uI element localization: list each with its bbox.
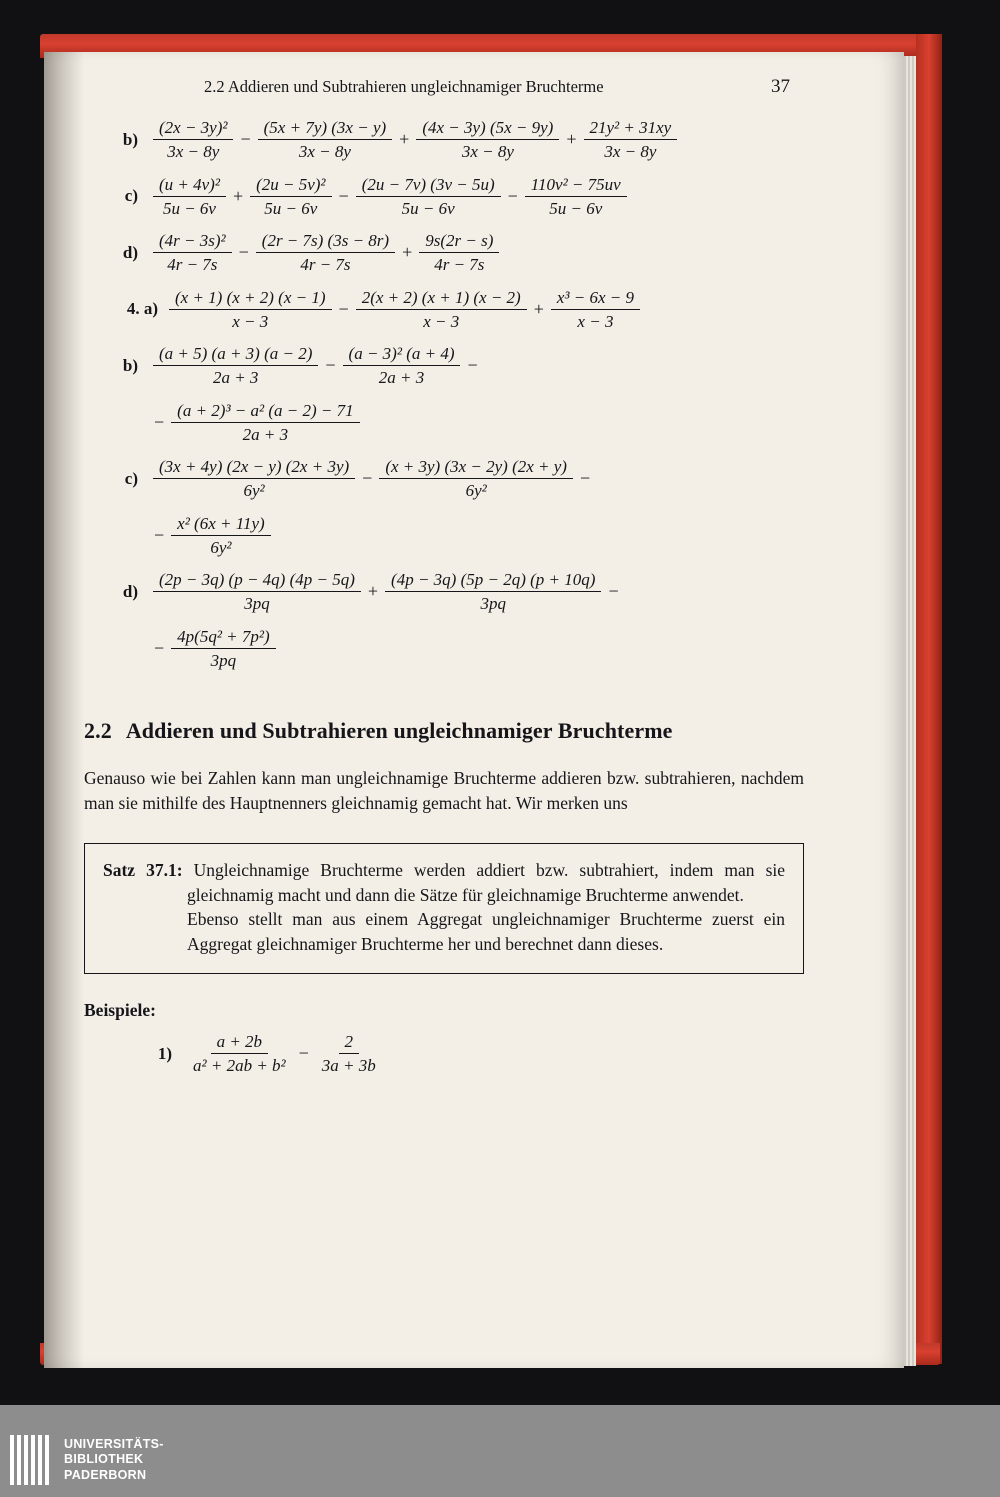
theorem-text-1: Ungleichnamige Bruchterme werden addiert bzw. subtrahiert, indem man sie gleichnamig macht und dann die Sätze für gleichnamige Bruchterme anwendet. — [187, 859, 786, 905]
fraction-denominator: 3pq — [210, 650, 237, 670]
fraction-numerator: 4p(5q² + 7p²) — [171, 625, 276, 649]
exercise-row-fraction — [525, 173, 627, 221]
fraction-numerator: (2x − 3y)² — [153, 116, 233, 140]
fraction-denominator: 4r − 7s — [167, 255, 218, 275]
fraction-numerator: (a + 5) (a + 3) (a − 2) — [153, 342, 318, 366]
exercise-row — [84, 116, 804, 164]
exercise-row-fraction — [153, 116, 233, 164]
fraction-denominator: 5u − 6v — [264, 198, 318, 218]
library-line-3: PADERBORN — [64, 1467, 147, 1482]
page-number: 37 — [771, 76, 790, 97]
fraction-numerator: (x + 3y) (3x − 2y) (2x + y) — [379, 455, 573, 479]
fraction-denominator: 3x − 8y — [461, 142, 514, 162]
exercise-row-fraction — [343, 342, 461, 390]
exercise-row — [84, 286, 804, 334]
running-head — [84, 76, 804, 98]
example-row-fraction — [187, 1030, 292, 1078]
exercise-row — [84, 173, 804, 221]
theorem-box — [84, 843, 804, 974]
examples-heading: Beispiele: — [84, 1000, 156, 1021]
exercise-row-trailing-operator: − — [579, 468, 591, 489]
example-list — [84, 1030, 804, 1078]
library-line-1: UNIVERSITÄTS- — [64, 1436, 164, 1451]
fraction-numerator: (5x + 7y) (3x − y) — [258, 116, 393, 140]
fraction-numerator: x³ − 6x − 9 — [551, 286, 640, 310]
library-stamp-text — [64, 1437, 164, 1484]
fraction-denominator: 6y² — [465, 481, 487, 501]
exercise-list — [84, 116, 804, 672]
exercise-row — [84, 342, 804, 390]
running-head-title: 2.2 Addieren und Subtrahieren ungleichnamiger Bruchterme — [204, 77, 604, 96]
exercise-row-fraction — [419, 229, 499, 277]
fraction-denominator: a² + 2ab + b² — [193, 1056, 286, 1076]
exercise-row-operator: − — [154, 637, 165, 658]
example-row-operator: − — [298, 1043, 309, 1064]
fraction-denominator: x − 3 — [577, 311, 614, 331]
fraction-denominator: 2a + 3 — [242, 424, 289, 444]
fraction-denominator: 5u − 6v — [401, 198, 455, 218]
fraction-numerator: (3x + 4y) (2x − y) (2x + 3y) — [153, 455, 355, 479]
library-line-2: BIBLIOTHEK — [64, 1452, 144, 1467]
fraction-denominator: 5u − 6v — [549, 198, 603, 218]
fraction-numerator: (4p − 3q) (5p − 2q) (p + 10q) — [385, 568, 601, 592]
exercise-row — [84, 229, 804, 277]
page-content — [84, 76, 804, 1346]
exercise-row-fraction — [153, 229, 232, 277]
example-row — [118, 1030, 804, 1078]
exercise-row-operator: − — [238, 242, 249, 263]
exercise-row-fraction — [250, 173, 331, 221]
exercise-row-label: d) — [122, 242, 138, 262]
fraction-denominator: 6y² — [210, 537, 232, 557]
exercise-row-fraction — [171, 399, 359, 447]
fraction-denominator: x − 3 — [423, 311, 460, 331]
example-row-fraction — [316, 1030, 382, 1078]
exercise-row-operator: + — [367, 581, 379, 602]
exercise-row-operator: + — [533, 298, 544, 319]
exercise-row-operator: − — [154, 524, 165, 545]
exercise-row-operator: + — [232, 185, 244, 206]
theorem-paragraph-1 — [103, 858, 785, 908]
fraction-denominator: 2a + 3 — [378, 368, 425, 388]
exercise-row-fraction — [356, 286, 527, 334]
exercise-row-fraction — [171, 625, 276, 673]
fraction-numerator: (2u − 5v)² — [250, 173, 331, 197]
theorem-label: Satz 37.1: — [103, 859, 183, 880]
exercise-row-label: b) — [122, 129, 138, 149]
fraction-denominator: x − 3 — [232, 311, 269, 331]
fraction-numerator: (x + 1) (x + 2) (x − 1) — [169, 286, 332, 310]
fraction-denominator: 3x − 8y — [604, 142, 657, 162]
exercise-row-trailing-operator: − — [608, 581, 619, 602]
fraction-denominator: 3pq — [480, 594, 506, 614]
exercise-row-fraction — [551, 286, 640, 334]
fraction-numerator: (2r − 7s) (3s − 8r) — [256, 229, 395, 253]
exercise-row-fraction — [256, 229, 395, 277]
exercise-row-operator: + — [402, 242, 413, 263]
library-stamp — [10, 1435, 164, 1485]
exercise-row-label: c) — [124, 186, 138, 206]
section-title: Addieren und Subtrahieren ungleichnamiger Bruchterme — [125, 718, 673, 743]
fraction-numerator: 9s(2r − s) — [419, 229, 499, 253]
exercise-row-fraction — [153, 342, 318, 390]
exercise-row-operator: − — [240, 129, 251, 150]
exercise-row-fraction — [385, 568, 601, 616]
exercise-row-operator: + — [399, 129, 410, 150]
fraction-denominator: 3pq — [244, 594, 270, 614]
exercise-row-label: d) — [122, 581, 138, 601]
exercise-row-operator: − — [362, 468, 373, 489]
fraction-numerator: (2u − 7v) (3v − 5u) — [356, 173, 501, 197]
exercise-row-fraction — [153, 173, 226, 221]
section-number: 2.2 — [84, 718, 112, 743]
exercise-row-fraction — [153, 455, 355, 503]
exercise-row — [84, 625, 804, 673]
fraction-denominator: 2a + 3 — [212, 368, 259, 388]
fraction-numerator: 2(x + 2) (x + 1) (x − 2) — [356, 286, 527, 310]
exercise-row-fraction — [258, 116, 393, 164]
exercise-row — [84, 568, 804, 616]
fraction-denominator: 6y² — [243, 481, 265, 501]
exercise-row-fraction — [416, 116, 559, 164]
fraction-numerator: (4r − 3s)² — [153, 229, 232, 253]
fraction-denominator: 3x − 8y — [167, 142, 220, 162]
exercise-row — [84, 455, 804, 503]
fraction-denominator: 4r − 7s — [434, 255, 485, 275]
exercise-row-trailing-operator: − — [467, 355, 478, 376]
fraction-numerator: 110v² − 75uv — [525, 173, 627, 197]
fraction-numerator: x² (6x + 11y) — [171, 512, 271, 536]
exercise-row-operator: − — [325, 355, 336, 376]
fraction-numerator: (u + 4v)² — [153, 173, 226, 197]
fraction-numerator: a + 2b — [211, 1030, 268, 1054]
exercise-row-operator: + — [566, 129, 577, 150]
exercise-row-fraction — [171, 512, 271, 560]
exercise-row — [84, 399, 804, 447]
exercise-row-fraction — [379, 455, 573, 503]
exercise-row-fraction — [356, 173, 501, 221]
exercise-row-operator: − — [507, 185, 518, 206]
fraction-denominator: 5u − 6v — [162, 198, 216, 218]
exercise-row-fraction — [153, 568, 361, 616]
exercise-row-fraction — [584, 116, 678, 164]
fraction-numerator: (a + 2)³ − a² (a − 2) − 71 — [171, 399, 359, 423]
fraction-numerator: (a − 3)² (a + 4) — [343, 342, 461, 366]
exercise-row — [84, 512, 804, 560]
section-heading — [84, 718, 804, 744]
exercise-row-label: 4. a) — [126, 299, 158, 319]
book-cover-right-edge — [916, 34, 942, 1364]
fraction-numerator: (4x − 3y) (5x − 9y) — [416, 116, 559, 140]
exercise-row-label: c) — [124, 468, 138, 488]
barcode-icon — [10, 1435, 52, 1485]
section-intro-paragraph: Genauso wie bei Zahlen kann man ungleichnamige Bruchterme addieren bzw. subtrahieren, nachdem man sie mithilfe des Hauptnenners gleichnamig gemacht hat. Wir merken uns — [84, 768, 804, 814]
theorem-paragraph-2: Ebenso stellt man aus einem Aggregat ungleichnamiger Bruchterme zuerst ein Aggregat gleichnamiger Bruchterme her und berechnet dann dieses. — [187, 909, 785, 955]
exercise-row-fraction — [169, 286, 332, 334]
exercise-row-operator: − — [338, 298, 349, 319]
fraction-numerator: (2p − 3q) (p − 4q) (4p − 5q) — [153, 568, 361, 592]
exercise-row-operator: − — [154, 411, 165, 432]
fraction-denominator: 4r − 7s — [300, 255, 351, 275]
fraction-numerator: 21y² + 31xy — [584, 116, 678, 140]
exercise-row-label: b) — [122, 355, 138, 375]
example-row-label: 1) — [157, 1043, 172, 1063]
exercise-row-operator: − — [338, 185, 349, 206]
fraction-denominator: 3x − 8y — [298, 142, 351, 162]
fraction-numerator: 2 — [339, 1030, 360, 1054]
fraction-denominator: 3a + 3b — [321, 1056, 376, 1076]
library-footer-band — [0, 1405, 1000, 1497]
